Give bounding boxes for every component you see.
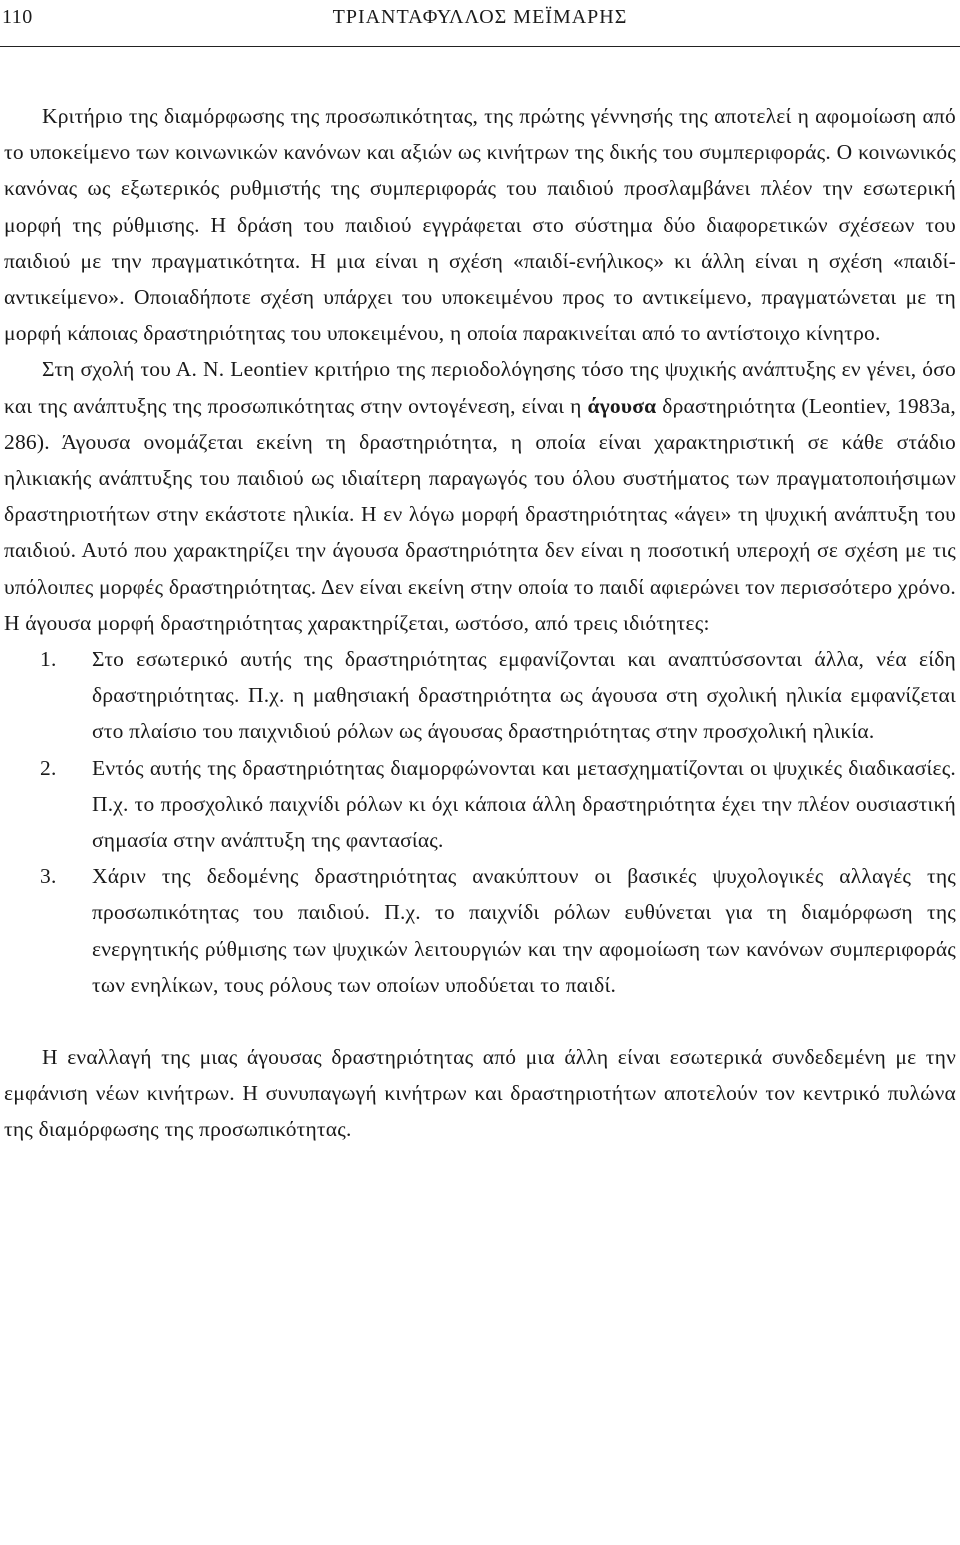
emphasized-term: άγουσα	[587, 393, 657, 418]
running-header	[0, 0, 960, 47]
running-head-author: ΤΡΙΑΝΤΑΦΥΛΛΟΣ ΜΕΪΜΑΡΗΣ	[332, 6, 628, 28]
paragraph-leading-activity	[4, 351, 956, 641]
list-item-number: 2.	[40, 755, 57, 780]
list-item-number: 1.	[40, 647, 57, 672]
list-item-text: Στο εσωτερικό αυτής της δραστηριότητας εμφανίζονται και αναπτύσσονται άλλα, νέα είδη δραστηριότητας. Π.χ. η μαθησιακή δραστηριότητα ως άγουσα στη σχολική ηλικία εμφανίζεται στο πλαίσιο του παιχνιδιού ρόλων ως άγουσας δραστηριότητας στην προσχολική ηλικία.	[92, 647, 956, 744]
paragraph-gap	[4, 1003, 956, 1039]
list-item	[4, 858, 956, 1003]
page-number: 110	[2, 6, 33, 28]
list-item-text: Χάριν της δεδομένης δραστηριότητας ανακύπτουν οι βασικές ψυχολογικές αλλαγές της προσωπικότητας του παιδιού. Π.χ. το παιχνίδι ρόλων ευθύνεται για τη διαμόρφωση της ενεργητικής ρύθμισης των ψυχικών λειτουργιών και την αφομοίωση των κανόνων συμπεριφοράς των ενηλίκων, τους ρόλους των οποίων υποδύεται το παιδί.	[92, 864, 956, 997]
paragraph-motives: Η εναλλαγή της μιας άγουσας δραστηριότητας από μια άλλη είναι εσωτερικά συνδεδεμένη με την εμφάνιση νέων κινήτρων. Η συνυπαγωγή κινήτρων και δραστηριοτήτων αποτελούν τον κεντρικό πυλώνα της διαμόρφωσης της προσωπικότητας.	[4, 1045, 956, 1142]
list-item	[4, 641, 956, 750]
page-body	[4, 98, 956, 1148]
paragraph-leading-activity-rest: δραστηριότητα (Leontiev, 1983a, 286). Άγουσα ονομάζεται εκείνη τη δραστηριότητα, η οποία είναι χαρακτηριστική σε κάθε στάδιο ηλικιακής ανάπτυξης του παιδιού ως ιδιαίτερη παραγωγός του όλου συστήματος των πραγματοποιήσιμων δραστηριοτήτων στην εκάστοτε ηλικία. Η εν λόγω μορφή δραστηριότητας «άγει» τη ψυχική ανάπτυξη του παιδιού. Αυτό που χαρακτηρίζει την άγουσα δραστηριότητα δεν είναι η ποσοτική υπεροχή σε σχέση με τις υπόλοιπες μορφές δραστηριότητας. Δεν είναι εκείνη στην οποία το παιδί αφιερώνει τον περισσότερο χρόνο. Η άγουσα μορφή δραστηριότητας χαρακτηρίζεται, ωστόσο, από τρεις ιδιότητες:	[4, 393, 956, 635]
list-item-text: Εντός αυτής της δραστηριότητας διαμορφώνονται και μετασχηματίζονται οι ψυχικές διαδικασίες. Π.χ. το προσχολικό παιχνίδι ρόλων κι όχι κάποια άλλη δραστηριότητα έχει την πλέον ουσιαστική σημασία στην ανάπτυξη της φαντασίας.	[92, 755, 956, 853]
list-item	[4, 750, 956, 859]
properties-list	[4, 641, 956, 1003]
paragraph-criterion-personality: Κριτήριο της διαμόρφωσης της προσωπικότητας, της πρώτης γέννησής της αποτελεί η αφομοίωση από το υποκείμενο των κοινωνικών κανόνων και αξιών ως κινήτρων της δικής του συμπεριφοράς. Ο κοινωνικός κανόνας ως εξωτερικός ρυθμιστής της συμπεριφοράς του παιδιού προσλαμβάνει πλέον την εσωτερική μορφή της ρύθμισης. Η δράση του παιδιού εγγράφεται στο σύστημα δύο διαφορετικών σχέσεων του παιδιού με την πραγματικότητα. Η μια είναι η σχέση «παιδί-ενήλικος» κι άλλη είναι η σχέση «παιδί-αντικείμενο». Οποιαδήποτε σχέση υπάρχει του υποκειμένου προς το αντικείμενο, πραγματώνεται με τη μορφή κάποιας δραστηριότητας του υποκειμένου, η οποία παρακινείται από το αντίστοιχο κίνητρο.	[4, 104, 956, 346]
paragraph-leading-activity-start: Στη σχολή του Α. Ν. Leontiev κριτήριο της περιοδολόγησης τόσο της ψυχικής ανάπτυξης εν γένει, όσο και της ανάπτυξης της προσωπικότητας στην οντογένεση, είναι η	[4, 357, 956, 418]
list-item-number: 3.	[40, 864, 57, 889]
